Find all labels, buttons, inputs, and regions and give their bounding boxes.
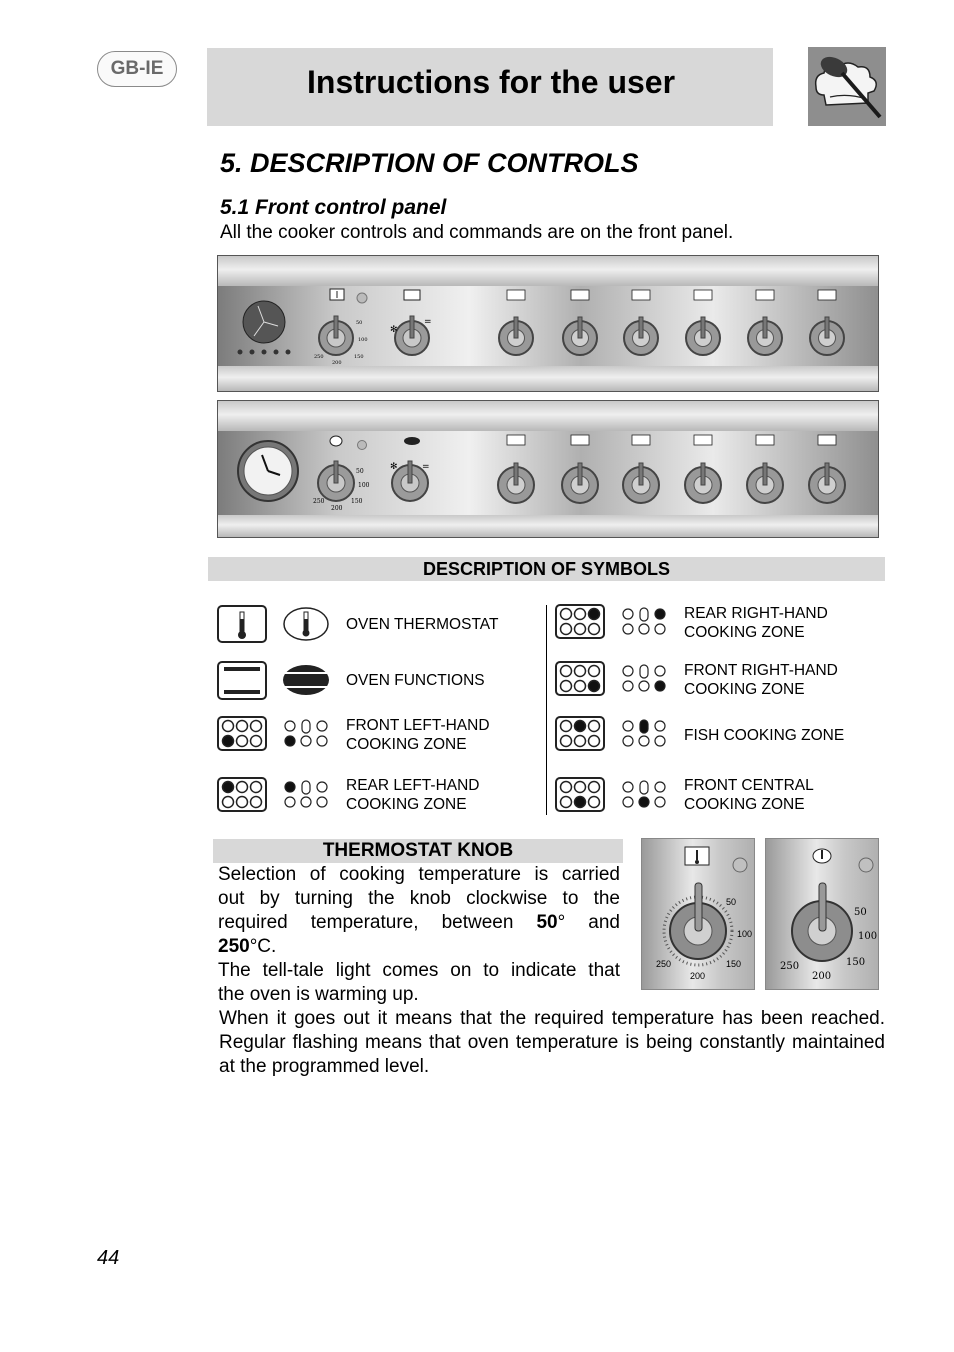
control-panel-top	[217, 255, 879, 392]
symbol-label-oven-functions: OVEN FUNCTIONS	[346, 672, 485, 689]
rear-right-zone-icon	[555, 604, 667, 645]
panel-top-graphics	[218, 286, 878, 366]
thermostat-knob-image-2	[765, 838, 879, 990]
top-scale-100: 100	[358, 337, 368, 343]
bottom-scale-50: 50	[356, 468, 364, 475]
top-scale-200: 200	[332, 360, 342, 366]
symbol-label-front-central: FRONT CENTRAL COOKING ZONE	[684, 777, 814, 813]
knob1-scale-200: 200	[690, 971, 706, 981]
thermometer-icon	[217, 605, 329, 650]
fish-zone-icon	[555, 716, 667, 757]
thermostat-line-1: Selection of cooking temperature is carried	[218, 864, 620, 885]
thermostat-knob-image-1	[641, 838, 755, 990]
temp-max-value: 250	[218, 936, 250, 957]
thermostat-line-5: The tell-tale light comes on to indicate that	[218, 960, 620, 981]
subsection-heading: 5.1 Front control panel	[220, 196, 447, 219]
knob1-scale-150: 150	[726, 959, 742, 969]
page-title: Instructions for the user	[307, 64, 676, 100]
chef-logo-icon	[808, 47, 886, 126]
thermostat-heading: THERMOSTAT KNOB	[213, 839, 623, 863]
language-badge: GB-IE	[97, 51, 177, 87]
knob2-scale-250: 250	[780, 961, 800, 972]
svg-text:✻: ✻	[390, 462, 398, 472]
knob1-scale-50: 50	[726, 897, 737, 907]
symbols-heading: DESCRIPTION OF SYMBOLS	[208, 557, 885, 581]
knob2-scale-50: 50	[854, 907, 867, 918]
knob1-scale-100: 100	[737, 929, 753, 939]
symbol-label-front-left: FRONT LEFT-HAND COOKING ZONE	[346, 717, 490, 753]
top-scale-50: 50	[356, 320, 363, 326]
thermostat-paragraph-2: When it goes out it means that the required temperature has been reached. Regular flashing means that oven temperature is being constantly maintained at the programmed level.	[219, 1008, 885, 1077]
symbol-label-front-right: FRONT RIGHT-HAND COOKING ZONE	[684, 662, 838, 698]
control-panel-bottom	[217, 400, 879, 538]
thermostat-line-3: required temperature, between 50° and	[218, 912, 620, 933]
bottom-scale-250: 250	[313, 498, 325, 505]
section-heading: 5. DESCRIPTION OF CONTROLS	[220, 148, 639, 178]
intro-text: All the cooker controls and commands are on the front panel.	[220, 222, 734, 243]
bottom-scale-200: 200	[331, 505, 343, 512]
symbol-label-oven-thermostat: OVEN THERMOSTAT	[346, 616, 499, 633]
svg-text:✻: ✻	[390, 325, 398, 335]
front-left-zone-icon	[217, 716, 329, 757]
bottom-scale-150: 150	[351, 498, 363, 505]
knob2-scale-100: 100	[858, 931, 878, 942]
front-central-zone-icon	[555, 777, 667, 818]
top-scale-250: 250	[314, 354, 324, 360]
title-bar	[207, 48, 773, 126]
front-right-zone-icon	[555, 661, 667, 702]
knob1-scale-250: 250	[656, 959, 672, 969]
knob2-scale-200: 200	[812, 971, 832, 982]
panel-bottom-graphics	[218, 431, 878, 515]
top-scale-150: 150	[354, 354, 364, 360]
thermostat-line-6: the oven is warming up.	[218, 984, 419, 1005]
svg-text:=: =	[424, 317, 432, 327]
thermostat-paragraph-1: Selection of cooking temperature is carried out by turning the knob clockwise to the required temperature, between 50° and 250°C. The tell-tale light comes on to indicate that the oven is warming up.	[218, 864, 620, 1005]
symbol-label-rear-left: REAR LEFT-HAND COOKING ZONE	[346, 777, 480, 813]
svg-text:=: =	[422, 462, 430, 472]
temp-min-value: 50	[536, 912, 558, 933]
thermostat-line-2: out by turning the knob clockwise to the	[218, 888, 620, 909]
symbol-label-rear-right: REAR RIGHT-HAND COOKING ZONE	[684, 605, 828, 641]
oven-functions-icon	[217, 661, 329, 706]
page-number: 44	[97, 1247, 120, 1269]
rear-left-zone-icon	[217, 777, 329, 818]
knob2-scale-150: 150	[846, 957, 866, 968]
symbols-divider	[546, 605, 547, 815]
bottom-scale-100: 100	[358, 482, 370, 489]
symbol-label-fish: FISH COOKING ZONE	[684, 727, 845, 744]
